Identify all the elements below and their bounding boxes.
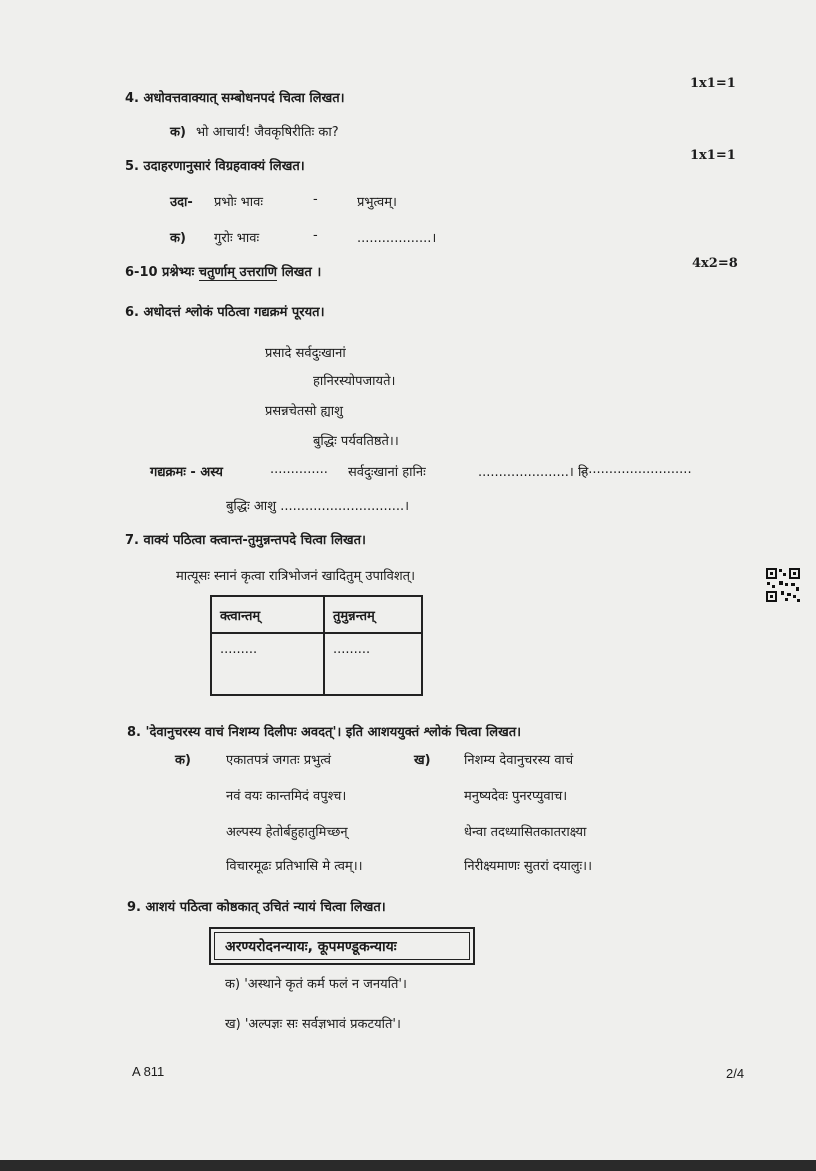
q6-gadya-mid: सर्वदुःखानां हानिः — [348, 465, 426, 480]
q5-example-label: उदा- — [170, 195, 193, 210]
q5-example-dash: - — [313, 192, 318, 207]
q8-b-line-2: मनुष्यदेवः पुनरप्युवाच। — [464, 789, 568, 804]
q7-sentence: मात्यूसः स्नानं कृत्वा रात्रिभोजनं खादितुम् उपाविशत्। — [176, 569, 416, 584]
qr-code-icon — [765, 567, 801, 603]
page-number: 2/4 — [726, 1066, 745, 1081]
q5-option-blank: ..................। — [357, 231, 437, 246]
section-marks: 4x2=8 — [692, 256, 738, 271]
q6-shloka-line-3: प्रसन्नचेतसो ह्याशु — [265, 404, 343, 419]
q9-option-a: क) 'अस्थाने कृतं कर्म फलं न जनयति'। — [225, 977, 407, 992]
q7-answer-table — [210, 595, 423, 696]
q6-gadya-blank-2: ......................। हि — [478, 465, 589, 480]
q6-gadya-label: गद्यक्रमः - अस्य — [150, 465, 223, 480]
section-instruction — [125, 262, 321, 280]
q5-option-dash: - — [313, 228, 318, 243]
q4-option-label: क) — [170, 125, 186, 140]
q7-cell-ktvanta: ......... — [211, 633, 324, 695]
q8-b-line-4: निरीक्ष्यमाणः सुतरां दयालुः।। — [464, 859, 593, 874]
q9-question: 9. आशयं पठित्वा कोष्ठकात् उचितं न्यायं चित्वा लिखत। — [127, 900, 386, 915]
q4-marks: 1x1=1 — [690, 76, 736, 91]
q8-question: 8. 'देवानुचरस्य वाचं निशम्य दिलीपः अवदत्'। इति आशययुक्तं श्लोकं चित्वा लिखत। — [127, 725, 522, 740]
q6-gadya-blank-1: .............. — [270, 462, 328, 477]
q5-option-left: गुरोः भावः — [214, 231, 260, 246]
q6-shloka-line-1: प्रसादे सर्वदुःखानां — [265, 346, 346, 361]
q7-cell-tumunnanta: ......... — [324, 633, 422, 695]
section-instruction-pre: 6-10 प्रश्नेभ्यः — [125, 265, 195, 280]
q6-shloka-line-2: हानिरस्योपजायते। — [313, 374, 396, 389]
q4-option-text: भो आचार्य! जैवकृषिरीतिः का? — [196, 125, 339, 140]
q5-question: 5. उदाहरणानुसारं विग्रहवाक्यं लिखत। — [125, 159, 305, 174]
q8-b-line-1: निशम्य देवानुचरस्य वाचं — [464, 753, 574, 768]
q6-gadya-line-2: बुद्धिः आशु ..............................। — [226, 499, 410, 514]
q8-a-line-4: विचारमूढः प्रतिभासि मे त्वम्।। — [226, 859, 363, 874]
q5-marks: 1x1=1 — [690, 148, 736, 163]
q8-b-line-3: धेन्वा तदध्यासितकातराक्ष्या — [464, 825, 587, 840]
q7-question: 7. वाक्यं पठित्वा क्त्वान्त-तुमुन्नन्तपदे चित्वा लिखत। — [125, 533, 366, 548]
q8-option-b-label: ख) — [414, 753, 431, 768]
q8-a-line-2: नवं वयः कान्तमिदं वपुश्च। — [226, 789, 347, 804]
q7-header-tumunnanta: तुमुन्नन्तम् — [324, 596, 422, 633]
q6-question: 6. अधोदत्तं श्लोकं पठित्वा गद्यक्रमं पूरयत। — [125, 305, 325, 320]
q4-question: 4. अधोवत्तवाक्यात् सम्बोधनपदं चित्वा लिखत। — [125, 91, 345, 106]
section-instruction-post: लिखत । — [281, 265, 322, 280]
q7-header-ktvanta: क्त्वान्तम् — [211, 596, 324, 633]
q9-options-box — [209, 927, 475, 965]
q8-a-line-3: अल्पस्य हेतोर्बहुहातुमिच्छन् — [226, 825, 348, 840]
paper-code: A 811 — [132, 1064, 165, 1079]
q6-gadya-blank-3: ........................... — [580, 462, 692, 477]
scan-bottom-edge — [0, 1160, 816, 1171]
q9-options-text: अरण्यरोदनन्यायः, कूपमण्डूकन्यायः — [214, 932, 470, 960]
section-instruction-underlined: चतुर्णाम् उत्तराणि — [198, 265, 278, 280]
q5-example-right: प्रभुत्वम्। — [357, 195, 397, 210]
q9-option-b: ख) 'अल्पज्ञः सः सर्वज्ञभावं प्रकटयति'। — [225, 1017, 401, 1032]
q5-example-left: प्रभोः भावः — [214, 195, 264, 210]
q8-option-a-label: क) — [175, 753, 191, 768]
q5-option-label: क) — [170, 231, 186, 246]
q8-a-line-1: एकातपत्रं जगतः प्रभुत्वं — [226, 753, 331, 768]
q6-shloka-line-4: बुद्धिः पर्यवतिष्ठते।। — [313, 434, 399, 449]
